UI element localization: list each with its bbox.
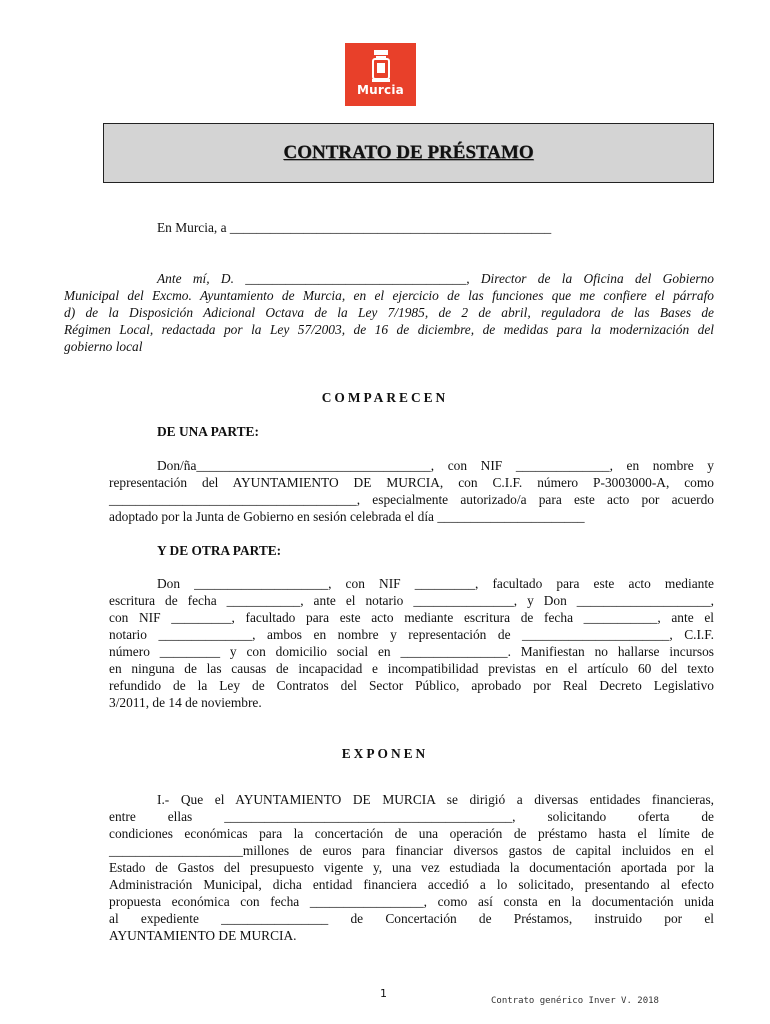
title-box: [103, 123, 714, 183]
document-title: CONTRATO DE PRÉSTAMO: [283, 142, 534, 163]
paragraph-line: con NIF _________, facultado para este acto mediante escritura de fecha ___________, ante el: [109, 610, 714, 625]
page-number: 1: [380, 987, 387, 1000]
intro-line: d) de la Disposición Adicional Octava de la Ley 7/1985, de 2 de abril, reguladora de las Bases de: [64, 305, 714, 320]
de-una-parte-heading: DE UNA PARTE:: [157, 424, 259, 439]
intro-line: Municipal del Excmo. Ayuntamiento de Murcia, en el ejercicio de las funciones que me confiere el párrafo: [64, 288, 714, 303]
paragraph-line: condiciones económicas para la concertación de una operación de préstamo hasta el límite de: [109, 826, 714, 841]
paragraph-line: Don ____________________, con NIF _________, facultado para este acto mediante: [157, 576, 714, 591]
intro-line: Régimen Local, redactada por la Ley 57/2003, de 16 de diciembre, de medidas para la modernización del: [64, 322, 714, 337]
paragraph-line: entre ellas ___________________________________________, solicitando oferta de: [109, 809, 714, 824]
comparecen-heading: COMPARECEN: [321, 390, 449, 405]
intro-first-line: Ante mí, D. _________________________________, Director de la Oficina del Gobierno: [157, 271, 714, 286]
paragraph-line: Don/ña___________________________________, con NIF ______________, en nombre y: [157, 458, 714, 473]
date-line: En Murcia, a ________________________________________________: [157, 220, 552, 235]
logo-text: Murcia: [357, 83, 404, 97]
paragraph-line: refundido de la Ley de Contratos del Sector Público, aprobado por Real Decreto Legislativo: [109, 678, 714, 693]
paragraph-line: representación del AYUNTAMIENTO DE MURCIA, con C.I.F. número P-3003000-A, como: [109, 475, 714, 490]
y-de-otra-parte-heading: Y DE OTRA PARTE:: [157, 543, 282, 558]
intro-line: gobierno local: [64, 339, 143, 354]
paragraph-line: propuesta económica con fecha _________________, como así consta en la documentación unida: [109, 894, 714, 909]
footer-text: Contrato genérico Inver V. 2018: [491, 996, 659, 1006]
paragraph-line: _____________________________________, especialmente autorizado/a para este acto por acuerdo: [109, 492, 714, 507]
paragraph-line: I.- Que el AYUNTAMIENTO DE MURCIA se dirigió a diversas entidades financieras,: [157, 792, 714, 807]
paragraph-line: en ninguna de las causas de incapacidad e incompatibilidad previstas en el artículo 60 del texto: [109, 661, 714, 676]
paragraph-line: notario ______________, ambos en nombre y representación de ______________________, C.I.F.: [109, 627, 714, 642]
paragraph-line: Estado de Gastos del presupuesto vigente y, una vez estudiada la documentación aportada por la: [109, 860, 714, 875]
paragraph-line: número _________ y con domicilio social en ________________. Manifiestan no hallarse incursos: [109, 644, 714, 659]
paragraph-line: 3/2011, de 14 de noviembre.: [109, 695, 262, 710]
paragraph-line: al expediente ________________ de Concertación de Préstamos, instruido por el: [109, 911, 714, 926]
paragraph-line: escritura de fecha ___________, ante el notario _______________, y Don ____________________,: [109, 593, 714, 608]
paragraph-line: Administración Municipal, dicha entidad financiera accedió a lo solicitado, presentando al efecto: [109, 877, 714, 892]
paragraph-line: AYUNTAMIENTO DE MURCIA.: [109, 928, 297, 943]
crest-icon: [371, 49, 391, 83]
paragraph-line: ____________________millones de euros para financiar diversos gastos de capital incluidos en el: [109, 843, 714, 858]
murcia-logo: [345, 43, 416, 106]
exponen-heading: EXPONEN: [341, 746, 429, 761]
paragraph-line: adoptado por la Junta de Gobierno en sesión celebrada el día ______________________: [109, 509, 585, 524]
